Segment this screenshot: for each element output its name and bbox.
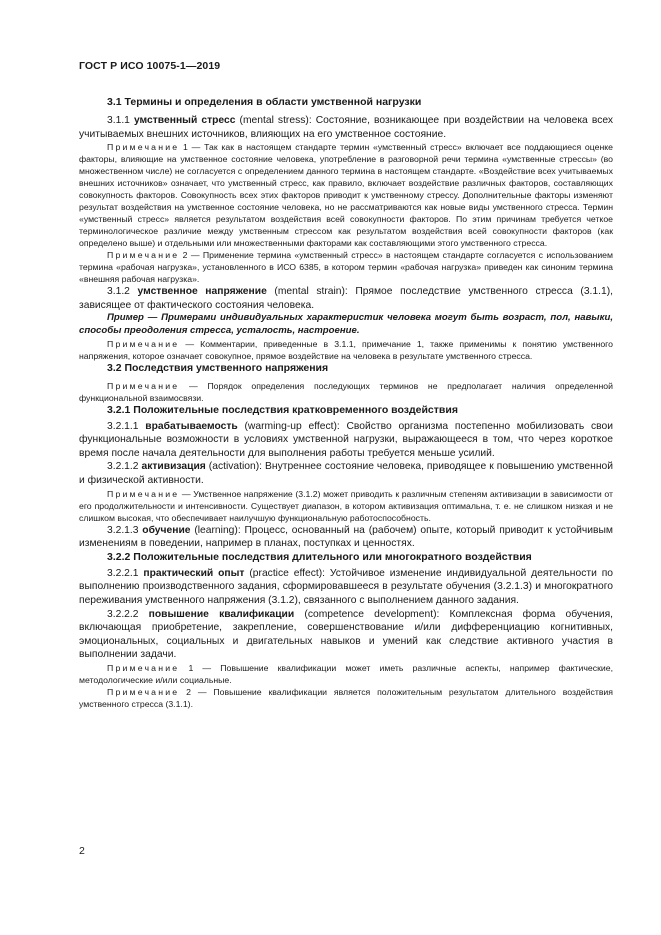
note-3-1-1-2 [79, 249, 613, 285]
term-name: врабатываемость [145, 420, 238, 432]
term-definition: (activation): Внутреннее состояние человека, приводящее к повышению умственной и физической активности. [79, 461, 613, 486]
note-text: — Порядок определения последующих терминов не предполагает наличия определенной функциональной взаимосвязи. [79, 380, 613, 403]
term-number: 3.2.1.1 [107, 420, 146, 432]
term-3-2-2-1 [79, 567, 613, 608]
note-text: — Умственное напряжение (3.1.2) может приводить к различным степеням активизации в зависимости от его продолжительности и интенсивности. Существует диапазон, в котором активизация оптимальна, т. е. не слишком низкая и не слишком высокая, что обеспечивает наилучшую функциональную работоспособность. [79, 488, 613, 523]
note-label: Примечание [107, 142, 180, 153]
note-text: 2 — Применение термина «умственный стресс» в настоящем стандарте согласуется с использованием термина «рабочая нагрузка», установленного в ИСО 6385, в котором термин «рабочая нагрузка» приведен как синоним термина «внешняя рабочая нагрузка». [79, 250, 613, 285]
page-number: 2 [79, 845, 85, 857]
note-3-2 [79, 380, 613, 404]
note-label: Примечание [107, 686, 180, 697]
term-3-1-1 [79, 114, 613, 141]
term-definition: (warming-up effect): Свойство организма постепенно мобилизовать свои функциональные возможности в условиях умственной нагрузки, выражающееся в том, что через короткое время после начала деятельности для выполнения работы требуется меньше усилий. [79, 420, 613, 459]
note-label: Примечание [107, 250, 180, 261]
section-3-2-1-title: 3.2.1 Положительные последствия кратковременного воздействия [107, 403, 458, 416]
term-3-2-1-3 [79, 524, 613, 551]
standard-header: ГОСТ Р ИСО 10075-1—2019 [79, 60, 221, 72]
note-3-2-2-2-1 [79, 662, 613, 686]
term-definition: (mental strain): Прямое последствие умственного стресса (3.1.1), зависящее от фактического состояния человека. [79, 286, 614, 311]
note-label: Примечание [107, 488, 180, 499]
note-3-2-1-2 [79, 488, 613, 524]
term-definition: (practice effect): Устойчивое изменение индивидуальной деятельности по выполнению производственного задания, сформировавшееся в результате обучения (3.2.1.3) и многократного переживания умственного напряжения (3.1.2), связанного с выполнением данного задания. [79, 567, 614, 606]
note-text: 1 — Так как в настоящем стандарте термин «умственный стресс» включает все поддающиеся оценке факторы, влияющие на умственное состояние человека, употребление в разговорной речи термина «умственные стрессы» (во множественном числе) не согласуется с определением данного термина в настоящем стандарте. «Воздействие всех учитываемых внешних источников» означает, что умственный стресс, как правило, включает воздействие различных факторов, составляющих совокупность факторов. Совокупность всех этих факторов приводит к умственному стрессу. Дополнительные факторы изменяют результат воздействия на умственное состояние человека, но не рассматриваются как новые виды умственного стресса. Термин «умственный стресс» является результатом воздействия всей совокупности факторов. По этим причинам требуется четкое терминологическое различие между умственным стрессом как результатом воздействия всей совокупности факторов (как определено выше) и отдельными или множественными факторами как составляющими этого умственного стресса. [79, 142, 613, 249]
term-number: 3.2.2.2 [107, 608, 149, 620]
note-text: — Комментарии, приведенные в 3.1.1, примечание 1, также применимы к понятию умственного напряжения, которое означает совокупное, прямое воздействие на человека в результате умственного стресса. [79, 338, 613, 361]
term-3-2-1-1 [79, 420, 613, 461]
term-3-1-2 [79, 285, 613, 312]
note-3-1-2 [79, 338, 613, 362]
section-3-1-title: 3.1 Термины и определения в области умственной нагрузки [107, 96, 422, 108]
term-name: умственное напряжение [137, 286, 267, 298]
term-3-2-1-2 [79, 460, 613, 487]
term-definition: (learning): Процесс, основанный на (рабочем) опыте, который приводит к устойчивым изменениям в поведении, например в планах, поступках и ценностях. [79, 524, 613, 550]
note-label: Примечание [107, 662, 180, 673]
note-3-2-2-2-2 [79, 686, 613, 710]
note-text: 2 — Повышение квалификации является положительным результатом длительного воздействия умственного стресса (3.1.1). [79, 686, 613, 709]
note-3-1-1-1 [79, 141, 613, 249]
term-name: повышение квалификации [148, 608, 295, 620]
note-text: 1 — Повышение квалификации может иметь различные аспекты, например фактические, методологические и/или социальные. [79, 662, 613, 685]
term-name: активизация [141, 461, 206, 473]
term-name: обучение [142, 524, 191, 536]
term-definition: (competence development): Комплексная форма обучения, включающая приобретение, закрепление, совершенствование и/или дифференциацию когнитивных, эмоциональных, социальных и двигательных навыков и умений как следствие активного участия в выполнении задачи. [79, 608, 614, 661]
note-label: Примечание [107, 338, 180, 349]
term-number: 3.2.2.1 [107, 567, 144, 579]
note-label: Примечание [107, 380, 180, 391]
section-3-2-2-title: 3.2.2 Положительные последствия длительного или многократного воздействия [107, 550, 532, 563]
term-number: 3.2.1.3 [107, 524, 143, 536]
term-number: 3.2.1.2 [107, 461, 142, 473]
term-name: практический опыт [143, 567, 245, 579]
term-definition: (mental stress): Состояние, возникающее при воздействии на человека всех учитываемых внешних источников, влияющих на его умственное состояние. [79, 115, 614, 140]
section-3-2-title: 3.2 Последствия умственного напряжения [107, 361, 329, 374]
example-3-1-2: Пример — Примерами индивидуальных характеристик человека могут быть возраст, пол, навыки, способы преодоления стресса, усталость, настроение. [79, 312, 613, 336]
term-number: 3.1.2 [107, 286, 138, 298]
term-number: 3.1.1 [107, 115, 134, 126]
term-name: умственный стресс [133, 115, 236, 126]
term-3-2-2-2 [79, 608, 613, 662]
